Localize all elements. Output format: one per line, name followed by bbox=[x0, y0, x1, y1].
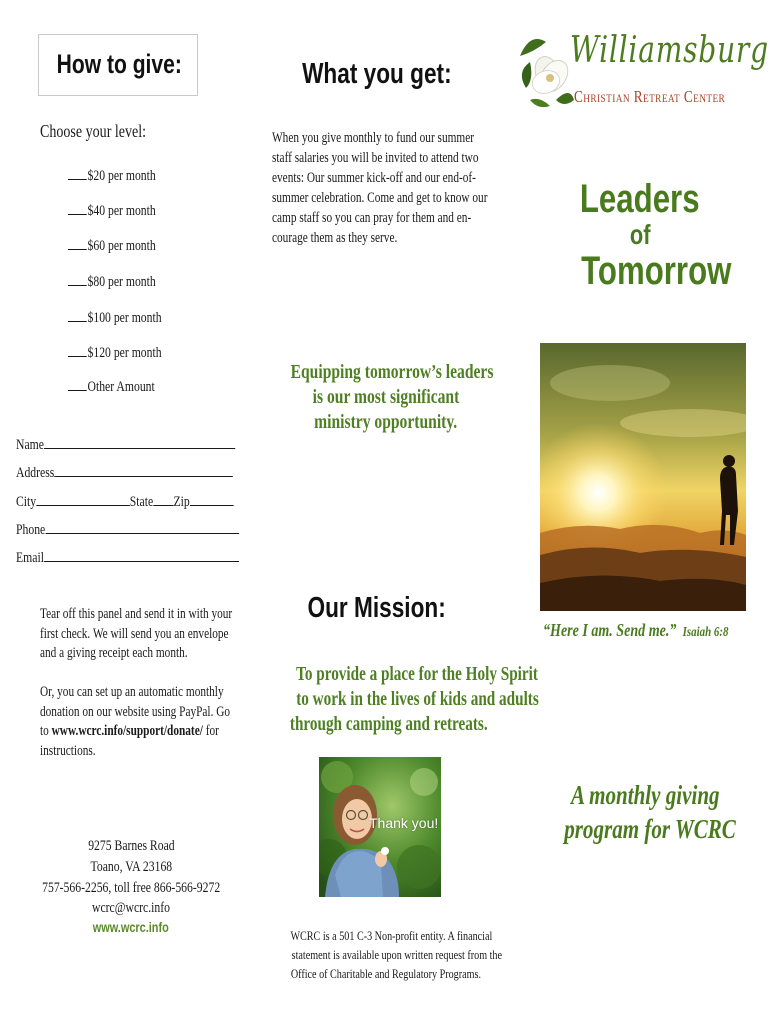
level-60[interactable]: $60 per month bbox=[68, 236, 181, 255]
city-state-zip-field[interactable]: City State Zip bbox=[16, 492, 256, 511]
what-you-get-title: What you get: bbox=[302, 58, 452, 90]
thank-you-caption: Thank you! bbox=[369, 815, 439, 831]
level-20[interactable]: $20 per month bbox=[68, 166, 181, 185]
contact-info bbox=[0, 836, 262, 937]
brand-subtitle: Christian Retreat Center bbox=[574, 87, 726, 106]
brand-script: Williamsburg bbox=[570, 30, 769, 71]
cover-title: Leaders of Tomorrow bbox=[580, 177, 732, 293]
city-address: Toano, VA 23168 bbox=[90, 859, 172, 875]
our-mission-title: Our Mission: bbox=[307, 592, 447, 624]
phone-field[interactable]: Phone bbox=[16, 520, 256, 539]
level-120[interactable]: $120 per month bbox=[68, 343, 188, 362]
thank-you-photo bbox=[319, 757, 441, 897]
level-100[interactable]: $100 per month bbox=[68, 308, 188, 327]
mission-statement: To provide a place for the Holy Spirit to work in the lives of kids and adults through camping and retreats. bbox=[289, 664, 539, 735]
what-you-get-body: When you give monthly to fund our summer staff salaries you will be invited to attend two events: Our summer kick-off and our end-of- summer celebration. Come and get to know our camp staff so you can pray for them and en- courage them as they serve. bbox=[272, 130, 488, 246]
level-80[interactable]: $80 per month bbox=[68, 272, 181, 291]
phone-numbers: 757-566-2256, toll free 866-566-9272 bbox=[41, 880, 221, 896]
sunset-photo bbox=[540, 343, 746, 611]
street-address: 9275 Barnes Road bbox=[87, 838, 175, 854]
program-tagline: A monthly giving program for WCRC bbox=[564, 780, 736, 844]
email-field[interactable]: Email bbox=[16, 548, 256, 567]
address-field[interactable]: Address bbox=[16, 463, 256, 482]
email-address[interactable]: wcrc@wcrc.info bbox=[91, 900, 170, 916]
donate-link[interactable]: www.wcrc.info/support/donate/ bbox=[51, 723, 203, 739]
how-to-give-title: How to give: bbox=[56, 49, 182, 79]
nonprofit-statement: WCRC is a 501 C-3 Non-profit entity. A financial statement is available upon written request from the Office of Charitable and Regulatory Programs. bbox=[290, 928, 503, 981]
bible-verse: “Here I am. Send me.” Isaiah 6:8 bbox=[543, 620, 729, 640]
online-donation-instructions: Or, you can set up an automatic monthly donation on our website using PayPal. Go to www.wcrc.info/support/donate/ for instructions. bbox=[40, 684, 231, 759]
level-other[interactable]: Other Amount bbox=[68, 377, 179, 396]
how-to-give-box bbox=[38, 34, 198, 96]
verse-reference: Isaiah 6:8 bbox=[682, 625, 729, 640]
choose-level-label: Choose your level: bbox=[40, 121, 147, 141]
website-link[interactable]: www.wcrc.info bbox=[92, 919, 170, 935]
equipping-statement: Equipping tomorrow’s leaders is our most significant ministry opportunity. bbox=[290, 361, 494, 433]
magnolia-flower-icon bbox=[516, 26, 576, 112]
name-field[interactable]: Name bbox=[16, 435, 256, 454]
tear-off-instructions: Tear off this panel and send it in with your first check. We will send you an envelope and a giving receipt each month. bbox=[40, 606, 233, 661]
level-40[interactable]: $40 per month bbox=[68, 201, 181, 220]
